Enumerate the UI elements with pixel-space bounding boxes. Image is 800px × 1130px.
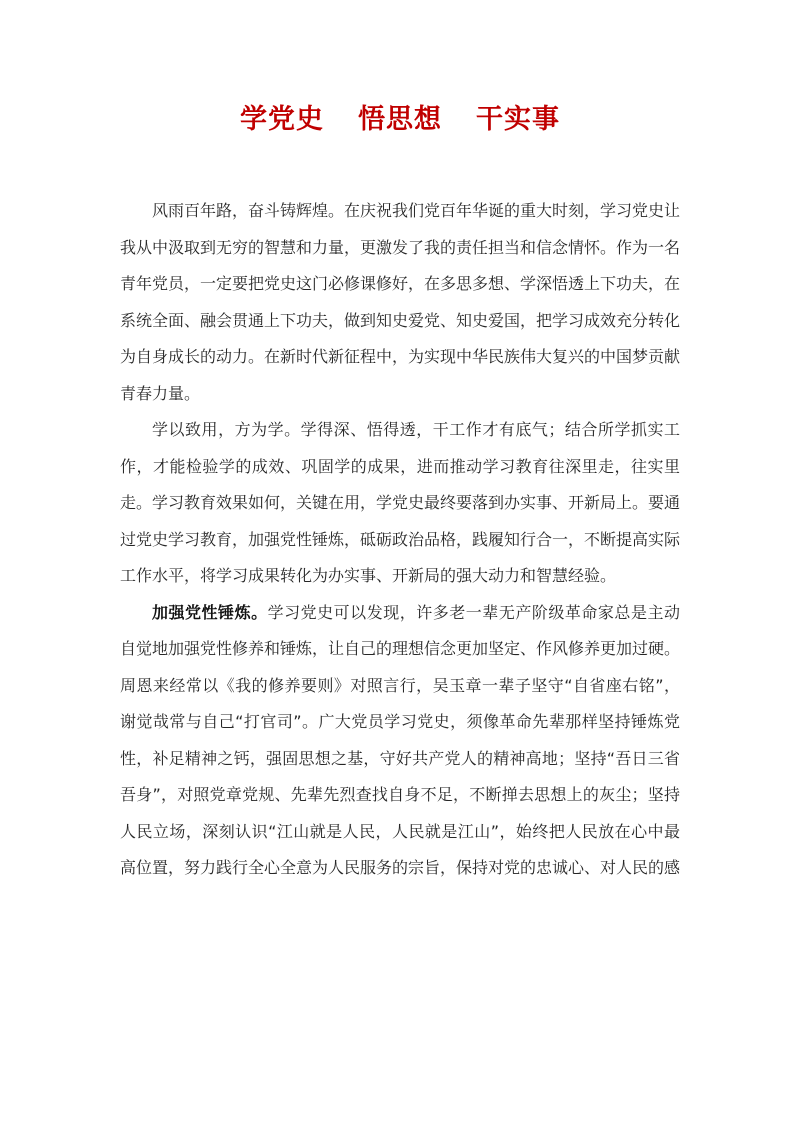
paragraph-2 xyxy=(120,412,680,595)
title-part-understand-thought: 悟思想 xyxy=(358,104,442,135)
title-part-do-practical-work: 干实事 xyxy=(476,104,560,135)
paragraph-lead-heading: 加强党性锤炼。 xyxy=(152,602,268,622)
title-part-study-history: 学党史 xyxy=(240,104,324,135)
paragraph-text: 学以致用，方为学。学得深、悟得透，干工作才有底气；结合所学抓实工作，才能检验学的成效、巩固学的成果，进而推动学习教育往深里走，往实里走。学习教育效果如何，关键在用，学党史最终要落到办实事、开新局上。要通过党史学习教育，加强党性锤炼，砥砺政治品格，践履知行合一，不断提高实际工作水平，将学习成果转化为办实事、开新局的强大动力和智慧经验。 xyxy=(120,420,681,585)
document-title xyxy=(0,100,800,140)
paragraph-text: 风雨百年路，奋斗铸辉煌。在庆祝我们党百年华诞的重大时刻，学习党史让我从中汲取到无穷的智慧和力量，更激发了我的责任担当和信念情怀。作为一名青年党员，一定要把党史这门必修课修好，在多思多想、学深悟透上下功夫，在系统全面、融会贯通上下功夫，做到知史爱党、知史爱国，把学习成效充分转化为自身成长的动力。在新时代新征程中，为实现中华民族伟大复兴的中国梦贡献青春力量。 xyxy=(120,201,681,403)
paragraph-1 xyxy=(120,193,680,412)
paragraph-text: 学习党史可以发现，许多老一辈无产阶级革命家总是主动自觉地加强党性修养和锤炼，让自己的理想信念更加坚定、作风修养更加过硬。周恩来经常以《我的修养要则》对照言行，吴玉章一辈子坚守“自省座右铭”，谢觉哉常与自己“打官司”。广大党员学习党史，须像革命先辈那样坚持锤炼党性，补足精神之钙，强固思想之基，守好共产党人的精神高地；坚持“吾日三省吾身”，对照党章党规、先辈先烈查找自身不足，不断掸去思想上的灰尘；坚持人民立场，深刻认识“江山就是人民，人民就是江山”，始终把人民放在心中最高位置，努力践行全心全意为人民服务的宗旨，保持对党的忠诚心、对人民的感 xyxy=(120,602,681,877)
paragraph-3 xyxy=(120,595,680,887)
document-body xyxy=(120,193,680,887)
